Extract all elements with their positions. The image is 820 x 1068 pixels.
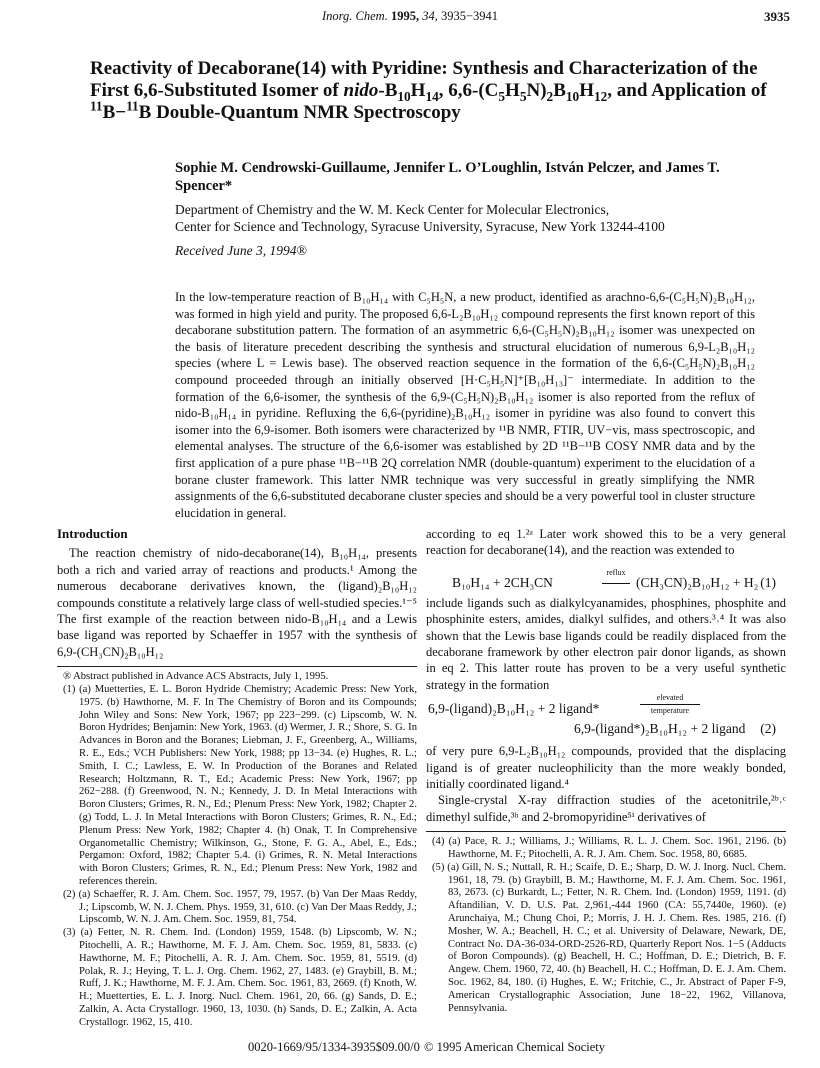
running-head — [0, 9, 820, 27]
body-paragraph: Single-crystal X-ray diffraction studies of the acetonitrile,²ᵇ˒ᶜ dimethyl sulfide,³ʰ and 2-bromopyridine⁵ⁱ derivatives of — [426, 793, 786, 824]
journal-citation — [0, 9, 820, 24]
affiliation-line-1: Department of Chemistry and the W. M. Keck Center for Molecular Electronics, — [175, 202, 610, 217]
footnotes-right — [426, 836, 786, 1015]
journal-volume: 34, — [422, 9, 438, 23]
journal-name: Inorg. Chem. — [321, 9, 388, 23]
equation-2-rhs: 6,9-(ligand*)₂B₁₀H₁₂ + 2 ligand — [574, 721, 746, 737]
footnotes-left — [57, 671, 417, 1029]
page-number: 3935 — [764, 9, 790, 24]
equation-1-arrow — [602, 565, 630, 584]
article-title: Reactivity of Decaborane(14) with Pyridine: Synthesis and Characterization of the First 6,6-Substituted Isomer of nido-$B_{10}H_{14}$, $6,6-(C_5H_5N)_2B_{10}H_{12}$, and Application of $^{11}$B−$^{11}$B Double-Quantum NMR Spectroscopy — [90, 58, 767, 123]
article-code: 0020-1669/95/1334-3935$09.00/0 — [248, 1040, 420, 1054]
abstract: In the low-temperature reaction of B₁₀H₁₄ with C₅H₅N, a new product, identified as arachno-6,6-(C₅H₅N)₂B₁₀H₁₂, was formed in high yield and purity. The proposed 6,6-L₂B₁₀H₁₂ compound represents the first known report of this decaborane substitution pattern. The formation of an asymmetric 6,6-(C₅H₅N)₂B₁₀H₁₂ isomer was unexpected on the basis of literature precedent describing the synthesis and structural elucidation of numerous 6,9-L₂B₁₀H₁₂ species (where L = Lewis base). The observed reaction sequence in the formation of the 6,6-(C₅H₅N)₂B₁₀H₁₂ compound proceeded through an initially observed [H·C₅H₅N]⁺[B₁₀H₁₃]⁻ intermediate. In addition to the formation of the 6,6-isomer, the synthesis of the 6,9-(C₅H₅N)₂B₁₀H₁₂ isomer is also reported from the reflux of nido-B₁₀H₁₄ in pyridine. Refluxing the 6,6-(pyridine)₂B₁₀H₁₂ isomer in pyridine was also found to convert this isomer into the 6,9-isomer. Both isomers were characterized by ¹¹B NMR, FTIR, UV−vis, mass spectroscopic, and elemental analyses. The structure of the 6,6-isomer was established by 2D ¹¹B−¹¹B COSY NMR data and by the first application of a pure phase ¹¹B−¹¹B 2Q correlation NMR (double-quantum) experiment to the elucidation of a borane cluster framework. This latter NMR technique was very successful in greatly simplifying the NMR assignments of the 6,6-substituted decaborane cluster species and should be a very powerful tool in cluster structure elucidation in general. — [175, 290, 755, 520]
equation-1 — [426, 559, 786, 595]
body-paragraph: include ligands such as dialkylcyanamides, phosphines, phosphite and phosphinite esters, amides, dialkyl sulfides, and others.³˒⁴ It was also shown that the Lewis base ligands could be readily displaced from the decaborane framework by other electron pair donor ligands, as shown in eq 2. This latter route has proven to be a very useful synthetic strategy in the formation — [426, 595, 786, 692]
footnote: (1) (a) Muetterties, E. L. Boron Hydride Chemistry; Academic Press: New York, 1975. (b) Hawthorne, M. F. In The Chemistry of Boron and its Compounds; John Wiley and Sons: New York, 1967; pp 223−299. (c) Lipscomb, W. N. Boron Hydrides; Benjamin: New York, 1963. (d) Wermer, J. R.; Shore, S. G. In Advances in Boron and the Boranes; Liebman, J. F., Greenberg, A., Williams, R. E., Eds.; VCH Publishers: New York, 1988; pp 13−34. (e) Hughes, R. L.; Smith, I. C.; Lawless, E. W. In Production of the Boranes and Related Research; Holtzmann, R. T., Ed.; Academic Press: New York, 1967; pp 262−288. (f) Greenwood, N. N.; Kennedy, J. D. In Metal Interactions with Boron Clusters; Grimes, R. N., Ed.; Plenum Press: New York, 1982; Chapter 2. (g) Todd, L. J. In Metal Interactions with Boron Clusters; Grimes, R. N., Ed.; Plenum Press: New York, 1982; Chapter 4. (h) Onak, T. In Comprehensive Organometallic Chemistry; Wilkinson, G., Stone, F. G. A., Abel, E., Eds.; Pergamon: Oxford, 1982; Chapter 5.4. (i) Grimes, R. N. Metal Interactions with Boron Clusters; Grimes, R. N., Ed.; Plenum Press: New York, 1982 and references therein. — [63, 684, 417, 887]
section-heading-introduction: Introduction — [57, 526, 128, 541]
equation-1-number: (1) — [760, 574, 776, 590]
affiliation — [175, 201, 755, 235]
journal-pages: 3935−3941 — [440, 9, 499, 23]
intro-paragraph: The reaction chemistry of nido-decaborane(14), B₁₀H₁₄, presents both a rich and varied array of reactions and products.¹ Among the numerous decaborane derivatives known, the (ligand)₂B₁₀H₁₂ compounds constitute a relatively large class of well-studied species.¹⁻⁵ The first example of the reaction between nido-B₁₀H₁₄ and a Lewis base ligand was reported by Schaeffer in 1957 with the synthesis of 6,9-(CH₃CN)₂B₁₀H₁₂ — [57, 546, 417, 659]
received-date: Received June 3, 1994® — [175, 243, 307, 258]
equation-1-arrow-label: reflux — [606, 567, 626, 577]
footnote: (2) (a) Schaeffer, R. J. Am. Chem. Soc. 1957, 79, 1957. (b) Van Der Maas Reddy, J.; Lipscomb, W. N. J. Chem. Phys. 1959, 31, 610. (c) Van Der Maas Reddy, J.; Lipscomb, W. N. J. Am. Chem. Soc. 1959, 81, 754. — [63, 888, 417, 926]
footnote: (3) (a) Fetter, N. R. Chem. Ind. (London) 1959, 1548. (b) Lipscomb, W. N.; Pitochelli, A. R.; Hawthorne, M. F. J. Am. Chem. Soc. 1959, 81, 5833. (c) Hawthorne, M. F.; Pitochelli, A. R. J. Am. Chem. Soc. 1959, 81, 5519. (d) Polak, R. J.; Heying, T. L. J. Org. Chem. 1962, 27, 1483. (e) Graybill, B. M.; Ruff, J. K.; Hawthorne, M. F. J. Am. Chem. Soc. 1961, 83, 2669. (f) Knoth, W. H.; Muetterties, E. L. J. Inorg. Nucl. Chem. 1961, 20, 66. (g) Sands, D. E.; Zalkin, A. Acta Crystallogr. 1960, 13, 1030. (h) Sands, D. E.; Zalkin, A. Acta Crystallogr. 1962, 15, 410. — [63, 927, 417, 1028]
footnote-divider — [57, 666, 417, 667]
author-list: Sophie M. Cendrowski-Guillaume, Jennifer L. O’Loughlin, István Pelczer, and James T. Spencer* — [175, 160, 720, 194]
equation-1-rhs: (CH₃CN)₂B₁₀H₁₂ + H₂ — [636, 574, 759, 590]
equation-2-arrow-top: elevated — [656, 693, 684, 703]
right-column — [426, 526, 786, 1015]
footnote-divider — [426, 831, 786, 832]
equation-2-arrow — [640, 693, 700, 716]
equation-2-lhs: 6,9-(ligand)₂B₁₀H₁₂ + 2 ligand* — [428, 701, 600, 717]
equation-1-lhs: B₁₀H₁₄ + 2CH₃CN — [452, 574, 553, 590]
left-column — [57, 526, 417, 1030]
reaction-arrow-line — [602, 583, 630, 584]
equation-2-arrow-bottom: temperature — [650, 706, 690, 716]
journal-year: 1995, — [390, 9, 420, 23]
reaction-arrow-line — [640, 704, 700, 705]
footnote: (4) (a) Pace, R. J.; Williams, J.; Williams, R. L. J. Chem. Soc. 1961, 2196. (b) Hawthorne, M. F.; Pitochelli, A. R. J. Am. Chem. Soc. 1958, 80, 6685. — [432, 836, 786, 861]
body-paragraph: according to eq 1.²ᵃ Later work showed this to be a very general reaction for decaborane(14), and the reaction was extended to — [426, 527, 786, 558]
equation-2-number: (2) — [760, 721, 776, 737]
footnote: ® Abstract published in Advance ACS Abstracts, July 1, 1995. — [63, 671, 329, 683]
equation-2 — [426, 693, 786, 743]
copyright: © 1995 American Chemical Society — [424, 1040, 605, 1054]
affiliation-line-2: Center for Science and Technology, Syracuse University, Syracuse, New York 13244-4100 — [175, 219, 665, 234]
footnote: (5) (a) Gill, N. S.; Nuttall, R. H.; Scaife, D. E.; Sharp, D. W. J. Inorg. Nucl. Chem. 1961, 18, 79. (b) Graybill, B. M.; Hawthorne, M. F. J. Am. Chem. Soc. 1961, 83, 2673. (c) Burkardt, L.; Fetter, N. R. Chem. Ind. (London) 1959, 1191. (d) Aftandilian, V. D. U.S. Pat. 2,961,-444 1960 (CA: 55,7440e, 1960). (e) Arunchaiya, M.; Chung Choi, P.; Morris, J. H. J. Chem. Res. 1985, 216. (f) Mosher, W. A.; Beachell, H. C.; et al. University of Delaware, Newark, DE, Contract No. DA-36-034-ORD-2526-RD, Quarterly Report Nos. 1−5 (Adducts of Boron Compounds). (g) Beachell, H. C.; Hoffman, D. E.; Dietrich, B. F. Angew. Chem. 1960, 72, 40. (h) Beachell, H. C.; Hoffman, D. E. J. Am. Chem. Soc. 1962, 84, 180. (i) Hughes, E. W.; Fritchie, C., Jr. Abstract of Paper F-9, American Crystallographic Association, June 18−22, 1962, Villanova, Pennsylvania. — [432, 861, 786, 1014]
body-paragraph: of very pure 6,9-L₂B₁₀H₁₂ compounds, provided that the displacing ligand is of greater nucleophilicity than the more weakly bonded, initially coordinated ligand.⁴ — [426, 744, 786, 792]
